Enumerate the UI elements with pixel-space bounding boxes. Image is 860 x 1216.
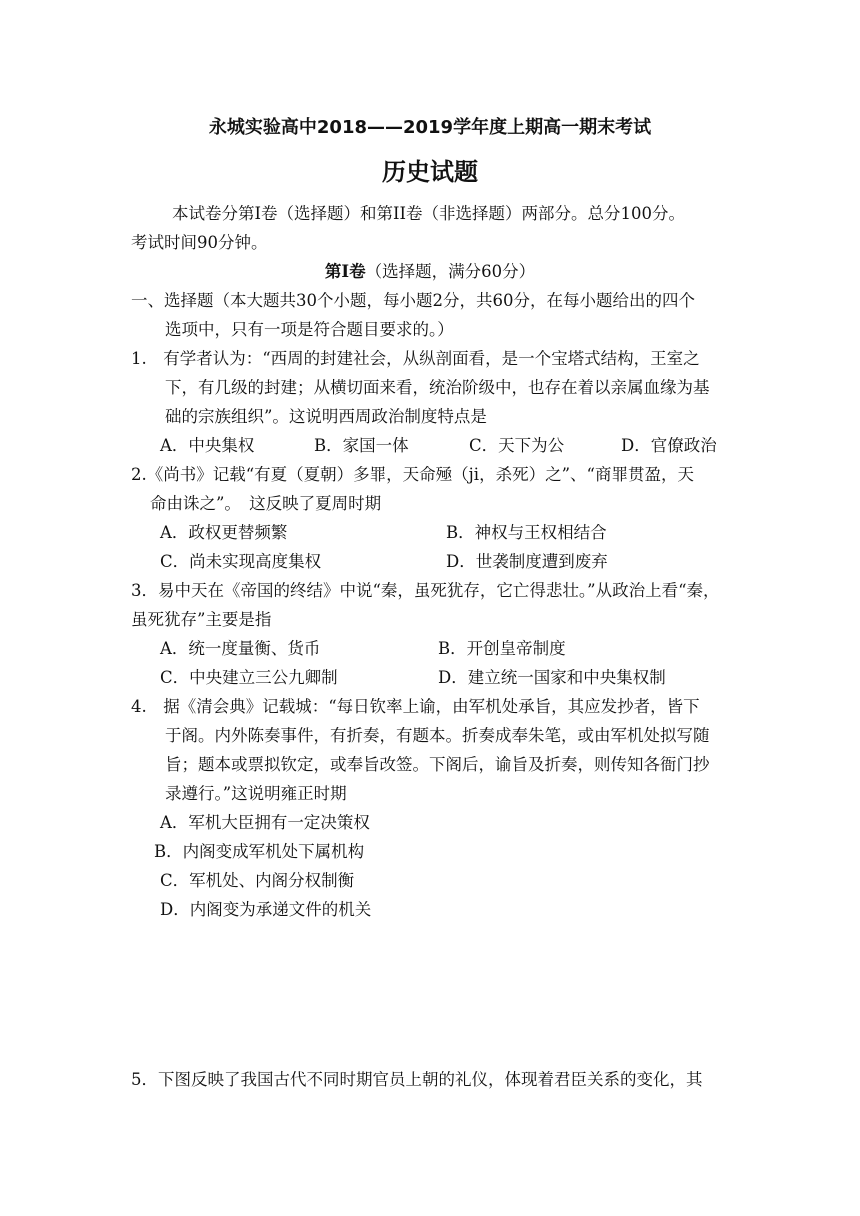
q2-option-d: D．世袭制度遭到废弃: [446, 552, 608, 571]
q3-option-d: D．建立统一国家和中央集权制: [438, 668, 666, 687]
q4-line-2: 于阁。内外陈奏事件，有折奏，有题本。折奏成奉朱笔，或由军机处拟写随: [165, 726, 710, 745]
q1-option-c: C．天下为公: [469, 436, 565, 455]
q1-line-2: 下，有几级的封建；从横切面来看，统治阶级中，也存在着以亲属血缘为基: [165, 378, 710, 397]
q1-option-b: B．家国一体: [314, 436, 409, 455]
q1-option-d: D．官僚政治: [621, 436, 717, 455]
q4-option-d: D．内阁变为承递文件的机关: [160, 900, 372, 919]
q2-line-1: 2.《尚书》记载“有夏（夏朝）多罪，天命殛（ji，杀死）之”、“商罪贯盈，天: [131, 465, 694, 484]
q3-option-a: A．统一度量衡、货币: [160, 639, 321, 658]
q4-line-3: 旨；题本或票拟钦定，或奉旨改签。下阁后，谕旨及折奏，则传知各衙门抄: [165, 755, 710, 774]
q1-line-1: 1. 有学者认为：“西周的封建社会，从纵剖面看，是一个宝塔式结构，王室之: [131, 349, 700, 368]
q2-option-b: B．神权与王权相结合: [446, 523, 607, 542]
q4-option-c: C．军机处、内阁分权制衡: [160, 871, 355, 890]
section-title-bold: 第Ⅰ卷: [324, 262, 366, 281]
q1-line-3: 础的宗族组织”。这说明西周政治制度特点是: [165, 407, 487, 426]
q5-line-1: 5．下图反映了我国古代不同时期官员上朝的礼仪，体现着君臣关系的变化，其: [131, 1070, 703, 1089]
q4-line-4: 录遵行。”这说明雍正时期: [165, 784, 347, 803]
instruction-line-2: 选项中，只有一项是符合题目要求的。）: [165, 320, 454, 339]
intro-line-2: 考试时间90分钟。: [131, 233, 268, 252]
subject-title: 历史试题: [382, 158, 478, 186]
section-title-rest: （选择题，满分60分）: [365, 262, 536, 281]
intro-line-1: 本试卷分第I卷（选择题）和第II卷（非选择题）两部分。总分100分。: [172, 204, 686, 223]
q3-line-1: 3．易中天在《帝国的终结》中说“秦，虽死犹存，它亡得悲壮。”从政治上看“秦，: [131, 581, 720, 600]
instruction-line-1: 一、选择题（本大题共30个小题，每小题2分，共60分，在每小题给出的四个: [131, 291, 695, 310]
q2-option-c: C．尚未实现高度集权: [160, 552, 322, 571]
q2-line-2: 命由诛之”。 这反映了夏周时期: [150, 494, 382, 513]
q4-option-a: A．军机大臣拥有一定决策权: [160, 813, 370, 832]
q3-option-b: B．开创皇帝制度: [438, 639, 566, 658]
q1-option-a: A．中央集权: [160, 436, 255, 455]
q2-option-a: A．政权更替频繁: [160, 523, 288, 542]
exam-title: 永城实验高中2018——2019学年度上期高一期末考试: [208, 117, 652, 138]
q3-option-c: C．中央建立三公九卿制: [160, 668, 338, 687]
section-title: [0, 261, 860, 283]
q3-line-2: 虽死犹存”主要是指: [131, 610, 272, 629]
q4-line-1: 4. 据《清会典》记载城：“每日钦率上谕，由军机处承旨，其应发抄者，皆下: [131, 697, 700, 716]
q4-option-b: B．内阁变成军机处下属机构: [154, 842, 365, 861]
